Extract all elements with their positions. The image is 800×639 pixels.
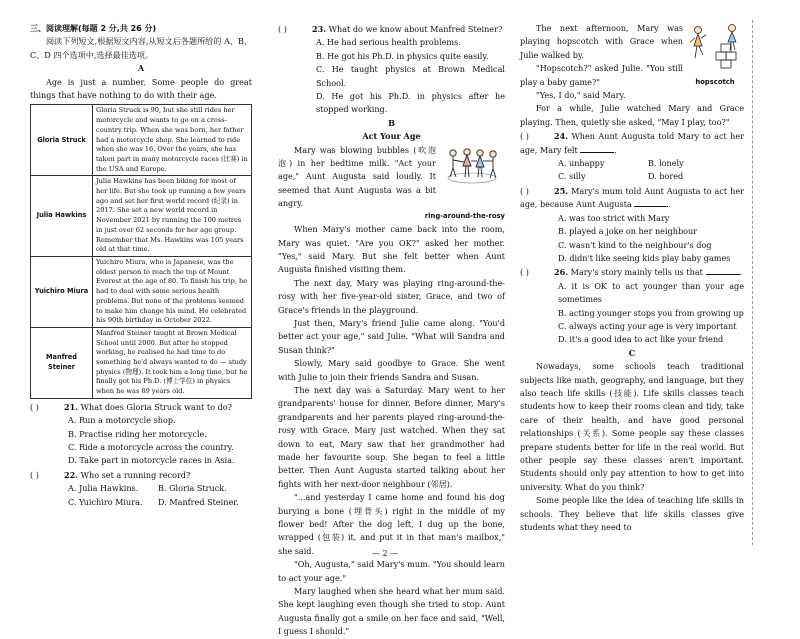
option-d: D. didn't like seeing kids play baby games — [558, 252, 731, 263]
table-row — [31, 176, 252, 257]
question-stem: Mary's story mainly tells us that — [570, 267, 703, 278]
column-middle — [278, 22, 505, 639]
table-row — [31, 256, 252, 327]
question-number: 21. — [64, 401, 79, 412]
passage-b-paragraph: Just then, Mary's friend Julie came along. "You'd better act your age," said Julie. "What will Sandra and Susan think?" — [278, 317, 505, 355]
question-number: 24. — [554, 131, 569, 142]
option-d: D. bored — [648, 171, 684, 182]
option-a: A. Julia Hawkins. — [68, 483, 139, 494]
passage-b-paragraph: "Oh, Augusta," said Mary's mum. "You should learn to act your age." — [278, 559, 505, 583]
question-stem: Who set a running record? — [80, 469, 191, 480]
section-header: 三、阅读理解(每题 2 分,共 26 分) — [30, 24, 157, 33]
option-c: C. silly — [558, 171, 586, 182]
answer-blank[interactable] — [634, 198, 668, 207]
option-a: A. was too strict with Mary — [558, 212, 670, 223]
option-a: A. Run a motorcycle shop. — [68, 415, 176, 426]
question-stem: Mary's mum told Aunt Augusta to act her age, because Aunt Augusta — [520, 185, 744, 210]
table-row — [31, 327, 252, 398]
question-25: ( ) 25. Mary's mum told Aunt Augusta to act her age, because Aunt Augusta . A. was too strict with Mary B. played a joke on her neighbour C. wasn't kind to the neighbour's dog D. didn't like seeing kids play baby games — [520, 185, 744, 265]
passage-b-paragraph: The next afternoon, Mary was playing hopscotch with Grace when Julie walked by. — [520, 23, 683, 60]
option-c: C. Ride a motorcycle across the country. — [68, 442, 234, 453]
option-b: B. played a joke on her neighbour — [558, 226, 698, 237]
answer-paren[interactable]: ( ) — [520, 267, 529, 278]
person-name: Yuichiro Miura — [31, 256, 93, 327]
answer-paren[interactable]: ( ) — [520, 185, 529, 196]
option-a: A. He had serious health problems. — [316, 37, 461, 48]
passage-b-paragraph: The next day was a Saturday. Mary went to her grandparents' house for dinner. Before dinner, Mary's grandparents and her parents played ring-around-the-rosy with Grace. Mary just watched. When they sat down to eat, Mary saw that her grandmother had made her favourite soup. She began to feel a little better. Then Aunt Augusta started talking about her fights with her next-door neighbour (邻居). — [278, 384, 505, 489]
option-a: A. it is OK to act younger than your age sometimes — [558, 280, 744, 305]
table-row — [31, 105, 252, 176]
passage-b-paragraph: "Yes, I do," said Mary. — [536, 90, 626, 101]
answer-paren[interactable]: ( ) — [520, 131, 529, 142]
children-circle-icon — [439, 144, 505, 186]
question-22 — [30, 469, 252, 509]
passage-a-label: A — [137, 63, 145, 74]
passage-b-paragraph: Mary was blowing bubbles (吹泡泡) in her bedtime milk. "Act your age," Aunt Augusta said loudly. It seemed that Aunt Augusta was a bit angry. — [278, 144, 436, 209]
person-name: Manfred Steiner — [31, 327, 93, 398]
age-table — [30, 104, 252, 398]
passage-b-label: B — [388, 117, 395, 128]
answer-blank[interactable] — [706, 266, 740, 275]
person-name: Gloria Struck — [31, 105, 93, 176]
option-d: D. He got his Ph.D. in physics after he stopped working. — [316, 91, 505, 115]
answer-paren[interactable]: ( ) — [278, 24, 287, 34]
question-23 — [278, 23, 505, 117]
person-description: Manfred Steiner taught at Brown Medical School until 2000. But after he stopped working, he realised he had time to do something he'd always wanted to do — study physics (物理). It took him a long time, but he finally got his Ph.D. (博士学位) in physics when he was 89 years old. — [93, 327, 252, 398]
passage-b-paragraph: Slowly, Mary said goodbye to Grace. She went with Julie to join their friends Sandra and Susan. — [278, 358, 505, 382]
option-b: B. acting younger stops you from growing up — [558, 307, 744, 318]
hopscotch-caption: hopscotch — [695, 78, 735, 87]
question-number: 26. — [554, 267, 569, 278]
question-stem: When Aunt Augusta told Mary to act her age, Mary felt — [520, 131, 744, 155]
person-description: Yuichiro Miura, who is Japanese, was the oldest person to reach the top of Mount Everest at the age of 80. To finish his trip, he had to deal with some serious health problems. But none of the problems seemed to make him change his mind. He celebrated his 90th birthday in October 2022. — [93, 256, 252, 327]
person-name: Julia Hawkins — [31, 176, 93, 257]
page-number: — 2 — — [372, 549, 399, 558]
option-b: B. lonely — [648, 158, 684, 169]
ring-around-the-rosy-illustration — [439, 144, 505, 186]
hopscotch-illustration — [686, 22, 744, 87]
question-number: 25. — [554, 185, 569, 196]
option-c: C. Yuichiro Miura. — [68, 496, 143, 507]
question-number: 22. — [64, 469, 79, 480]
hopscotch-children-icon — [686, 22, 744, 72]
column-right — [520, 22, 744, 534]
passage-c-paragraph: Nowadays, some schools teach traditional subjects like math, geography, and language, but they also teach life skills (技能). Life skills classes teach students how to keep their rooms clean and tidy, take care of their health, and have good personal relationships (关系). Some people say these classes prepare students better for life in the real world. But other people say these classes aren't important. Students should only pay attention to how to get into university. What do you think? — [520, 361, 744, 492]
question-24: ( ) 24. When Aunt Augusta told Mary to act her age, Mary felt . A. unhappy B. lonely C. silly D. bored — [520, 130, 744, 184]
passage-b-title: Act Your Age — [362, 131, 421, 142]
question-number: 23. — [312, 24, 327, 34]
person-description: Julia Hawkins has been biking for most of her life. But she took up running a few years ago and set her first world record (纪录) in 2017. She set a new world record in November 2021 by running the 100 metres in just over 62 seconds for her age group. Remember that Ms. Hawkins was 105 years old at that time. — [93, 176, 252, 257]
binding-line — [752, 20, 753, 545]
option-d: D. it's a good idea to act like your friend — [558, 334, 724, 345]
option-a: A. unhappy — [558, 158, 605, 169]
option-c: C. always acting your age is very important — [558, 320, 737, 331]
passage-b-paragraph: When Mary's mother came back into the room, Mary was quiet. "Are you OK?" asked her mother. "Yes," said Mary. But she felt better when Aunt Augusta finished visiting them. — [278, 224, 505, 275]
passage-c-paragraph: Some people like the idea of teaching life skills in schools. They believe that life skills classes give students what they need to — [520, 495, 744, 533]
option-b: B. Gloria Struck. — [158, 483, 227, 494]
option-d: D. Manfred Steiner. — [158, 496, 239, 507]
option-c: C. He taught physics at Brown Medical School. — [316, 64, 505, 88]
answer-paren[interactable]: ( ) — [30, 401, 39, 412]
passage-b-paragraph: "Hopscotch?" asked Julie. "You still play a baby game?" — [520, 63, 683, 87]
person-description: Gloria Struck is 90, but she still rides her motorcycle and wants to go on a cross-country trip. When she was born, her father had a motorcycle shop. She learned to ride when she was 16. Over the years, she has taken part in many motorcycle races (比赛) in the USA and Europe. — [93, 105, 252, 176]
passage-c-label: C — [628, 347, 636, 358]
ring-around-the-rosy-caption: ring-around-the-rosy — [424, 211, 505, 220]
question-stem: What do we know about Manfred Steiner? — [328, 24, 503, 34]
question-21 — [30, 401, 252, 468]
instructions: 阅读下列短文,根据短文内容,从短文后各题所给的 A、B、C、D 四个选项中,选择最佳选项。 — [30, 36, 252, 60]
passage-b-paragraph: The next day, Mary was playing ring-around-the-rosy with her five-year-old sister, Grace, and two of Grace's friends in the playground. — [278, 277, 505, 315]
option-c: C. wasn't kind to the neighbour's dog — [558, 239, 712, 250]
passage-a-intro: Age is just a number. Some people do great things that have nothing to do with their age. — [30, 76, 252, 101]
passage-b-paragraph: For a while, Julie watched Mary and Grace playing. Then, quietly she asked, "May I play, too?" — [520, 103, 744, 127]
passage-b-paragraph: Mary laughed when she heard what her mum said. She kept laughing even though she tried to stop. Aunt Augusta finally got a smile on her face and said, "Well, I guess I should." — [278, 586, 505, 637]
answer-paren[interactable]: ( ) — [30, 469, 39, 480]
question-26: ( ) 26. Mary's story mainly tells us that . A. it is OK to act younger than your age sometimes B. acting younger stops you from growing up C. always acting your age is very important D. it's a good idea to act like your friend — [520, 266, 744, 346]
column-left — [30, 22, 252, 509]
answer-blank[interactable] — [580, 144, 614, 153]
option-d: D. Take part in motorcycle races in Asia. — [68, 455, 235, 466]
passage-b-paragraph: "...and yesterday I came home and found his dog burying a bone (埋骨头) right in the middle of my flower bed! After the dog left, I dug up the bone, wrapped (包装) it, and put it in that man's mailbox," she said. — [278, 492, 505, 556]
option-b: B. Practise riding her motorcycle. — [68, 428, 207, 439]
question-stem: What does Gloria Struck want to do? — [80, 401, 232, 412]
option-b: B. He got his Ph.D. in physics quite easily. — [316, 50, 489, 61]
